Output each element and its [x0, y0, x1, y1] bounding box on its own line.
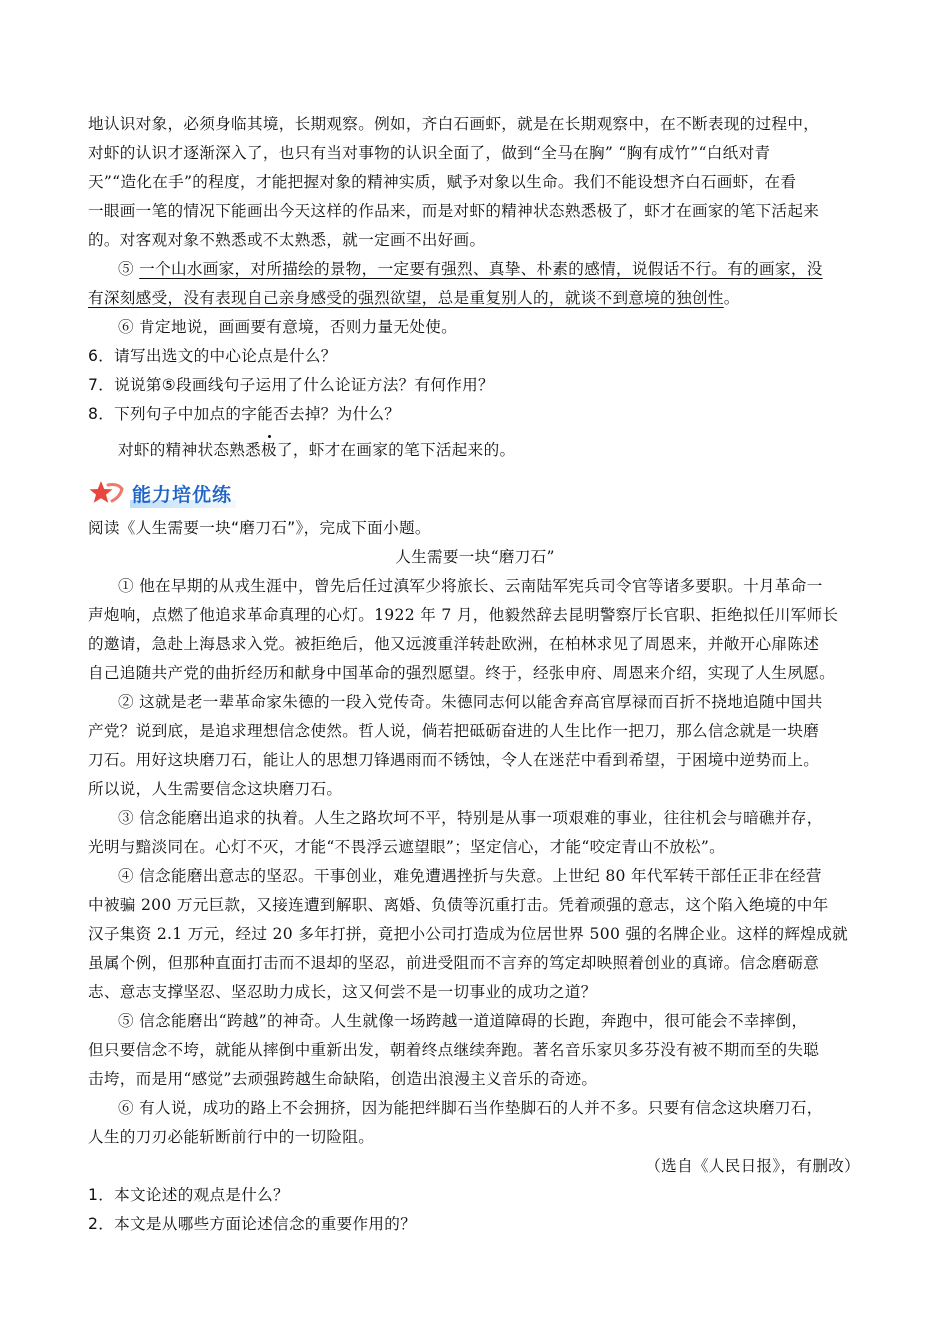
article-line: 自己追随共产党的曲折经历和献身中国革命的强烈愿望。终于，经张申府、周恩来介绍，实现了人生夙愿。	[88, 664, 836, 682]
article-line: 光明与黯淡同在。心灯不灭，才能“不畏浮云遮望眼”；坚定信心，才能“咬定青山不放松”。	[88, 838, 726, 856]
section-heading	[88, 478, 236, 508]
article-line: 中被骗 200 万元巨款，又接连遭到解职、离婚、负债等沉重打击。凭着顽强的意志，这个陷入绝境的中年	[88, 896, 829, 914]
article-line: ⑥ 有人说，成功的路上不会拥挤，因为能把绊脚石当作垫脚石的人并不多。只要有信念这块磨刀石，	[118, 1099, 823, 1117]
article-title: 人生需要一块“磨刀石”	[395, 548, 555, 566]
article-line: 产党？说到底，是追求理想信念使然。哲人说，倘若把砥砺奋进的人生比作一把刀，那么信念就是一块磨	[88, 722, 820, 740]
article-line: ② 这就是老一辈革命家朱德的一段入党传奇。朱德同志何以能舍弃高官厚禄而百折不挠地追随中国共	[118, 693, 823, 711]
passage-line: 地认识对象，必须身临其境，长期观察。例如，齐白石画虾，就是在长期观察中，在不断表现的过程中，	[88, 115, 820, 133]
article-line: 声炮响，点燃了他追求革命真理的心灯。1922 年 7 月，他毅然辞去昆明警察厅长官职、拒绝拟任川军师长	[88, 606, 839, 624]
article-line: ① 他在早期的从戎生涯中，曾先后任过滇军少将旅长、云南陆军宪兵司令官等诸多要职。十月革命一	[118, 577, 823, 595]
question-1: 1．本文论述的观点是什么？	[88, 1186, 289, 1204]
passage-line: 天”“造化在手”的程度，才能把握对象的精神实质，赋予对象以生命。我们不能设想齐白石画虾，在看	[88, 173, 797, 191]
sentence-part: 了，虾才在画家的笔下活起来的。	[276, 441, 516, 459]
section-title: 能力培优练	[130, 480, 236, 507]
article-line: 所以说，人生需要信念这块磨刀石。	[88, 780, 343, 798]
article-line: 但只要信念不垮，就能从摔倒中重新出发，朝着终点继续奔跑。著名音乐家贝多芬没有被不期而至的失聪	[88, 1041, 820, 1059]
paragraph-6: ⑥ 肯定地说，画画要有意境，否则力量无处使。	[118, 318, 458, 336]
source-note: （选自《人民日报》，有删改）	[645, 1157, 860, 1175]
article-line: 人生的刀刃必能斩断前行中的一切险阻。	[88, 1128, 375, 1146]
question-8-sentence	[118, 440, 862, 460]
question-2: 2．本文是从哪些方面论述信念的重要作用的？	[88, 1215, 417, 1233]
article-line: 的邀请，急赴上海恳求入党。被拒绝后，他又远渡重洋转赴欧洲，在柏林求见了周恩来，并敞开心扉陈述	[88, 635, 820, 653]
passage-line: 一眼画一笔的情况下能画出今天这样的作品来，而是对虾的精神状态熟悉极了，虾才在画家的笔下活起来	[88, 202, 820, 220]
question-6: 6．请写出选文的中心论点是什么？	[88, 347, 337, 365]
dotted-character: 极	[261, 441, 277, 459]
article-line: 汉子集资 2.1 万元，经过 20 多年打拼，竟把小公司打造成为位居世界 500 强的名牌企业。这样的辉煌成就	[88, 925, 848, 943]
article-line: 志、意志支撑坚忍、坚忍助力成长，这又何尝不是一切事业的成功之道？	[88, 983, 597, 1001]
underlined-sentence: 一个山水画家，对所描绘的景物，一定要有强烈、真挚、朴素的感情，说假话不行。有的画家，没	[139, 260, 823, 278]
question-7: 7．说说第⑤段画线句子运用了什么论证方法？有何作用？	[88, 376, 494, 394]
star-icon	[88, 479, 124, 507]
paragraph-5-line-2	[88, 288, 862, 308]
passage-line: 对虾的认识才逐渐深入了，也只有当对事物的认识全面了，做到“全马在胸” “胸有成竹”“白纸对青	[88, 144, 771, 162]
article-line: ⑤ 信念能磨出“跨越”的神奇。人生就像一场跨越一道道障碍的长跑，奔跑中，很可能会不幸摔倒，	[118, 1012, 808, 1030]
reading-instruction: 阅读《人生需要一块“磨刀石”》，完成下面小题。	[88, 519, 431, 537]
sentence-part: 对虾的精神状态熟悉	[118, 441, 262, 459]
article-line: 虽属个例，但那种直面打击而不退却的坚忍，前进受阻而不言弃的笃定却映照着创业的真谛。信念磨砺意	[88, 954, 820, 972]
article-line: 击垮，而是用“感觉”去顽强跨越生命缺陷，创造出浪漫主义音乐的奇迹。	[88, 1070, 598, 1088]
sentence-end: 。	[723, 289, 740, 307]
question-8: 8．下列句子中加点的字能否去掉？为什么？	[88, 405, 401, 423]
passage-line: 的。对客观对象不熟悉或不太熟悉，就一定画不出好画。	[88, 231, 486, 249]
article-line: ④ 信念能磨出意志的坚忍。干事创业，难免遭遇挫折与失意。上世纪 80 年代军转干部任正非在经营	[118, 867, 822, 885]
article-line: 刀石。用好这块磨刀石，能让人的思想刀锋遇雨而不锈蚀，令人在迷茫中看到希望，于困境中逆势而上。	[88, 751, 820, 769]
underlined-sentence: 有深刻感受，没有表现自己亲身感受的强烈欲望，总是重复别人的，就谈不到意境的独创性	[88, 289, 724, 307]
paragraph-number: ⑤	[118, 260, 134, 278]
article-line: ③ 信念能磨出追求的执着。人生之路坎坷不平，特别是从事一项艰难的事业，往往机会与暗礁并存，	[118, 809, 823, 827]
paragraph-5-line-1	[118, 259, 862, 279]
